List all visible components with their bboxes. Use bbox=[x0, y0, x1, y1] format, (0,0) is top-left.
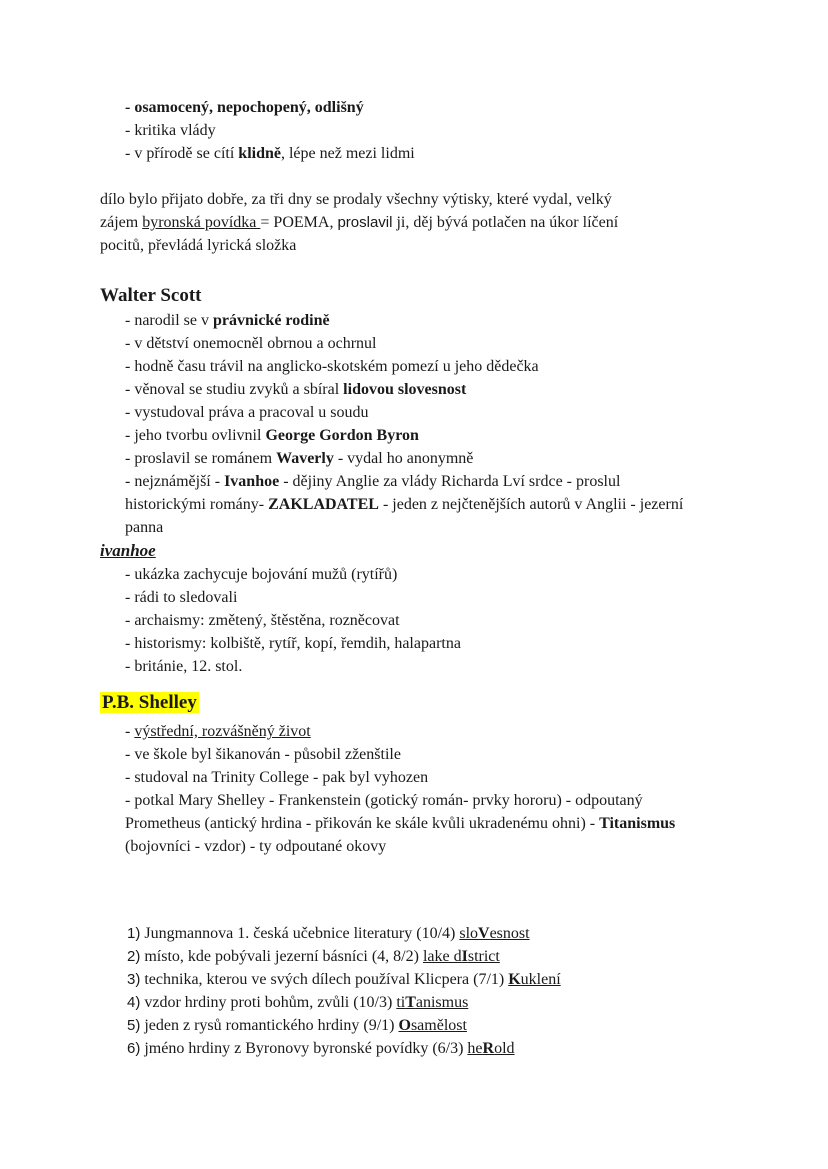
text-segment: - kritika vlády bbox=[125, 122, 216, 139]
quiz-number: 6) bbox=[127, 1040, 141, 1057]
quiz-answer: uklení bbox=[520, 971, 561, 988]
quiz-answer: lake d bbox=[422, 948, 462, 965]
text-segment-bold: Waverly bbox=[276, 450, 334, 467]
text-segment: - proslavil se románem bbox=[125, 450, 277, 467]
quiz-item bbox=[127, 1014, 728, 1037]
quiz-answer: strict bbox=[467, 948, 500, 965]
bullet-continuation-line bbox=[125, 835, 728, 858]
text-segment: zájem bbox=[100, 214, 143, 231]
text-segment: - v dětství onemocněl obrnou a ochrnul bbox=[125, 335, 377, 352]
text-segment: historickými romány- bbox=[125, 496, 269, 513]
section-walter-scott-bullets bbox=[100, 309, 728, 539]
quiz-number: 5) bbox=[127, 1017, 141, 1034]
bullet-continuation-line bbox=[125, 493, 728, 516]
text-segment: = POEMA, bbox=[260, 214, 338, 231]
text-segment: - v přírodě se cítí bbox=[125, 145, 239, 162]
bullet-line bbox=[125, 609, 728, 632]
text-segment: - studoval na Trinity College - pak byl vyhozen bbox=[125, 769, 429, 786]
bullet-line bbox=[125, 119, 728, 142]
bullet-line bbox=[125, 789, 728, 812]
quiz-item bbox=[127, 945, 728, 968]
quiz-question: jméno hrdiny z Byronovy byronské povídky (6/3) bbox=[140, 1040, 468, 1057]
bullet-line bbox=[125, 447, 728, 470]
quiz-number: 3) bbox=[127, 971, 141, 988]
bullet-line bbox=[125, 632, 728, 655]
quiz-answer-bold-letter: V bbox=[478, 925, 490, 942]
text-segment: - nejznámější - bbox=[125, 473, 225, 490]
bullet-line bbox=[125, 309, 728, 332]
quiz-answer-bold-letter: T bbox=[405, 994, 416, 1011]
text-segment: - británie, 12. stol. bbox=[125, 658, 243, 675]
quiz-question: jeden z rysů romantického hrdiny (9/1) bbox=[140, 1017, 399, 1034]
text-line bbox=[100, 234, 728, 257]
quiz-question: vzdor hrdiny proti bohům, zvůli (10/3) bbox=[140, 994, 397, 1011]
quiz-item bbox=[127, 991, 728, 1014]
text-segment-underline: byronská povídka bbox=[142, 214, 261, 231]
heading-pb-shelley bbox=[100, 690, 728, 716]
quiz-number: 2) bbox=[127, 948, 141, 965]
quiz-number: 4) bbox=[127, 994, 141, 1011]
bullet-line bbox=[125, 743, 728, 766]
bullet-line bbox=[125, 766, 728, 789]
text-segment-bold: George Gordon Byron bbox=[265, 427, 419, 444]
quiz-answer: slo bbox=[459, 925, 479, 942]
heading-text: ivanhoe bbox=[100, 541, 156, 560]
text-segment-underline: výstřední, rozvášněný život bbox=[134, 723, 311, 740]
quiz-answer: old bbox=[494, 1040, 515, 1057]
quiz-answer: anismus bbox=[415, 994, 469, 1011]
text-segment: - ve škole byl šikanován - působil zženštile bbox=[125, 746, 401, 763]
text-segment-bold: Titanismus bbox=[599, 815, 676, 832]
text-segment: - bbox=[125, 723, 135, 740]
text-line bbox=[100, 188, 728, 211]
section-intro-bullets bbox=[100, 96, 728, 165]
text-segment: - archaismy: změtený, štěstěna, rozněcovat bbox=[125, 612, 400, 629]
heading-ivanhoe bbox=[100, 539, 728, 563]
quiz-answer: samělost bbox=[410, 1017, 467, 1034]
bullet-line bbox=[125, 586, 728, 609]
text-segment: - věnoval se studiu zvyků a sbíral bbox=[125, 381, 344, 398]
text-segment: dílo bylo přijato dobře, za tři dny se prodaly všechny výtisky, které vydal, velký bbox=[100, 191, 612, 208]
quiz-answer-bold-letter: I bbox=[461, 948, 468, 965]
bullet-line bbox=[125, 401, 728, 424]
bullet-line bbox=[125, 470, 728, 493]
quiz-answer-bold-letter: O bbox=[398, 1017, 411, 1034]
text-segment: - historismy: kolbiště, rytíř, kopí, řemdih, halapartna bbox=[125, 635, 461, 652]
text-segment: (bojovníci - vzdor) - ty odpoutané okovy bbox=[125, 838, 387, 855]
text-segment-bold: klidně bbox=[238, 145, 281, 162]
bullet-continuation-line bbox=[125, 516, 728, 539]
quiz-answer: ti bbox=[396, 994, 406, 1011]
quiz-question: místo, kde pobývali jezerní básníci (4, 8/2) bbox=[140, 948, 423, 965]
text-segment: , lépe než mezi lidmi bbox=[280, 145, 415, 162]
bullet-continuation-line bbox=[125, 812, 728, 835]
text-segment-bold: ZAKLADATEL bbox=[268, 496, 379, 513]
text-segment: - vystudoval práva a pracoval u soudu bbox=[125, 404, 369, 421]
text-segment: ji, děj bývá potlačen na úkor líčení bbox=[392, 214, 619, 231]
text-segment-bold: právnické rodině bbox=[212, 312, 330, 329]
quiz-item bbox=[127, 1037, 728, 1060]
section-paragraph bbox=[100, 188, 728, 257]
bullet-line bbox=[125, 424, 728, 447]
text-segment-bold: Ivanhoe bbox=[224, 473, 280, 490]
quiz-question: technika, kterou ve svých dílech používal Klicpera (7/1) bbox=[140, 971, 509, 988]
text-segment-bold: lidovou slovesnost bbox=[343, 381, 467, 398]
highlighted-heading-text: P.B. Shelley bbox=[102, 692, 197, 713]
text-segment: - dějiny Anglie za vlády Richarda Lví srdce - proslul bbox=[279, 473, 621, 490]
text-segment: panna bbox=[125, 519, 164, 536]
quiz-answer-bold-letter: R bbox=[482, 1040, 495, 1057]
section-shelley-bullets bbox=[100, 720, 728, 858]
text-segment: - ukázka zachycuje bojování mužů (rytířů) bbox=[125, 566, 398, 583]
quiz-item bbox=[127, 968, 728, 991]
text-line bbox=[100, 211, 728, 234]
quiz-item bbox=[127, 922, 728, 945]
bullet-line bbox=[125, 355, 728, 378]
heading-walter-scott bbox=[100, 283, 728, 309]
bullet-line bbox=[125, 332, 728, 355]
text-segment: - osamocený, nepochopený, odlišný bbox=[125, 99, 364, 116]
quiz-answer: he bbox=[467, 1040, 483, 1057]
text-segment: - vydal ho anonymně bbox=[333, 450, 474, 467]
quiz-question: Jungmannova 1. česká učebnice literatury (10/4) bbox=[140, 925, 460, 942]
quiz-number: 1) bbox=[127, 925, 141, 942]
bullet-line bbox=[125, 655, 728, 678]
text-segment: - hodně času trávil na anglicko-skotském pomezí u jeho dědečka bbox=[125, 358, 539, 375]
bullet-line bbox=[125, 378, 728, 401]
text-segment: - jeho tvorbu ovlivnil bbox=[125, 427, 266, 444]
text-segment: - potkal Mary Shelley - Frankenstein (gotický román- prvky hororu) - odpoutaný bbox=[125, 792, 643, 809]
text-segment: Prometheus (antický hrdina - přikován ke skále kvůli ukradenému ohni) - bbox=[125, 815, 600, 832]
section-quiz bbox=[127, 922, 728, 1060]
section-ivanhoe-bullets bbox=[100, 563, 728, 678]
text-segment: - rádi to sledovali bbox=[125, 589, 238, 606]
text-segment: pocitů, převládá lyrická složka bbox=[100, 237, 297, 254]
bullet-line bbox=[125, 563, 728, 586]
quiz-answer-bold-letter: K bbox=[508, 971, 521, 988]
bullet-line bbox=[125, 142, 728, 165]
text-segment-sans: proslavil bbox=[337, 214, 393, 231]
bullet-line bbox=[125, 720, 728, 743]
text-segment: - jeden z nejčtenějších autorů v Anglii - jezerní bbox=[378, 496, 684, 513]
heading-text: Walter Scott bbox=[100, 285, 202, 306]
bullet-line bbox=[125, 96, 728, 119]
quiz-answer: esnost bbox=[489, 925, 530, 942]
text-segment: - narodil se v bbox=[125, 312, 213, 329]
